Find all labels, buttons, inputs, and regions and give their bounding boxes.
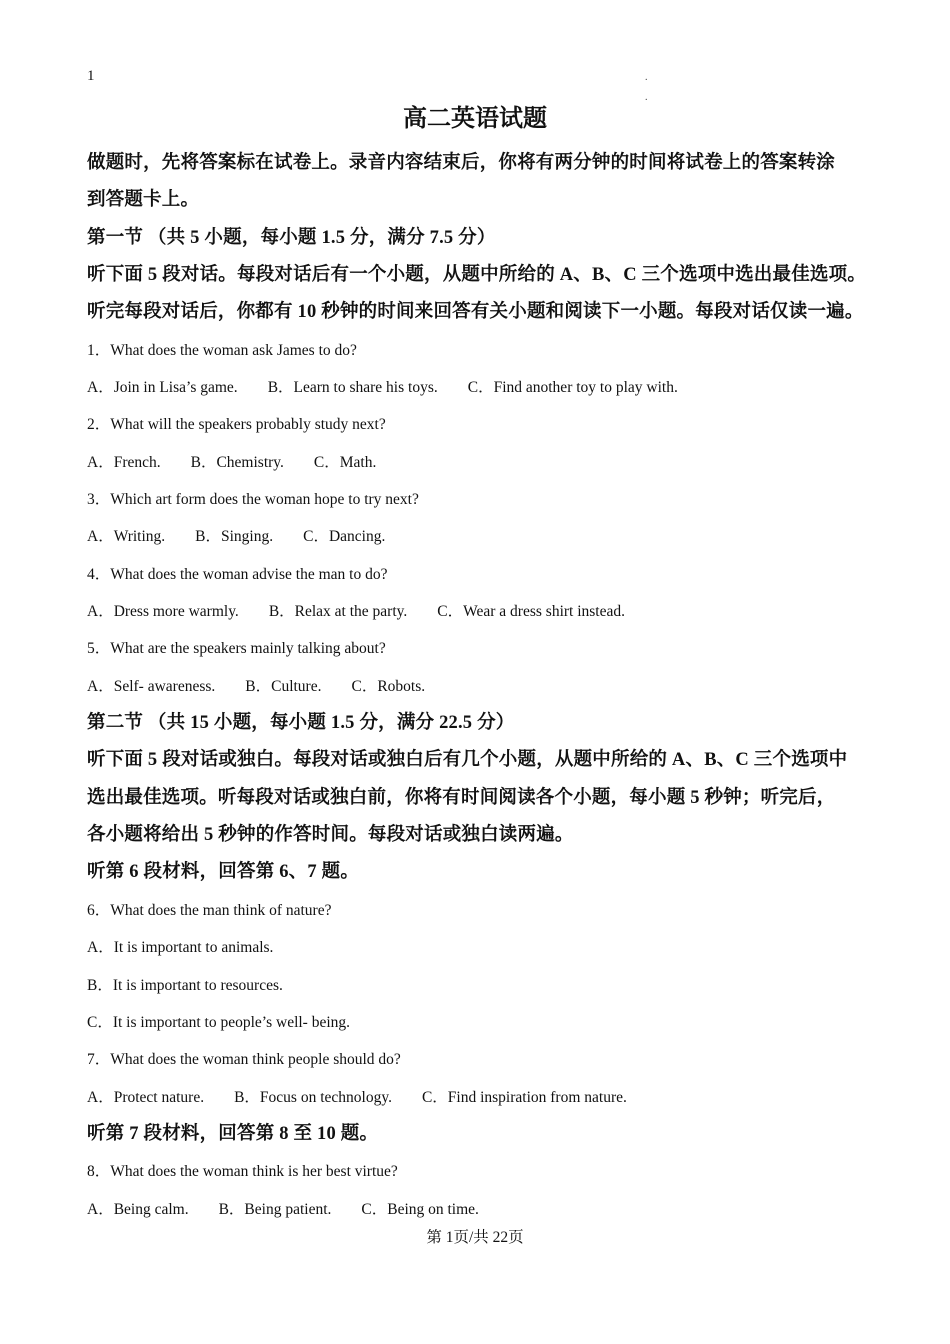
question-stem: 2．What will the speakers probably study next? (87, 416, 386, 433)
option-a: A．Self- awareness. (87, 678, 216, 695)
question-options (87, 375, 678, 397)
question-options (87, 674, 425, 696)
question-stem: 3．Which art form does the woman hope to try next? (87, 491, 419, 508)
option-c: C．Dancing. (303, 528, 386, 545)
section2-directions: 选出最佳选项。听每段对话或独白前，你将有时间阅读各个小题，每小题 5 秒钟；听完后， (87, 788, 836, 808)
section2-directions: 听下面 5 段对话或独白。每段对话或独白后有几个小题，从题中所给的 A、B、C 三个选项中 (87, 750, 848, 770)
question-stem: 7．What does the woman think people should do? (87, 1051, 401, 1068)
section2-heading: 第二节 （共 15 小题，每小题 1.5 分，满分 22.5 分） (87, 713, 515, 733)
option-a: A．Dress more warmly. (87, 603, 239, 620)
option-b: B．Culture. (245, 678, 322, 695)
option-c: C．Find another toy to play with. (467, 379, 678, 396)
question-options (87, 599, 625, 621)
option-c: C．Being on time. (361, 1201, 479, 1218)
question-stem: 8．What does the woman think is her best virtue? (87, 1163, 398, 1180)
question-options (87, 450, 376, 472)
option-b: B．Being patient. (218, 1201, 332, 1218)
option-c: C．Robots. (351, 678, 426, 695)
section1-heading: 第一节 （共 5 小题，每小题 1.5 分，满分 7.5 分） (87, 228, 496, 248)
question-options (87, 1197, 479, 1219)
instructions-line: 做题时，先将答案标在试卷上。录音内容结束后，你将有两分钟的时间将试卷上的答案转涂 (87, 153, 836, 173)
material-heading: 听第 6 段材料，回答第 6、7 题。 (87, 862, 360, 882)
option-a: A．It is important to animals. (87, 939, 274, 956)
option-c: C．Wear a dress shirt instead. (437, 603, 625, 620)
instructions-line: 到答题卡上。 (87, 190, 200, 210)
option-c: C．Math. (313, 454, 377, 471)
option-a: A．Protect nature. (87, 1089, 205, 1106)
dot-mark: . (645, 72, 648, 83)
option-b: B．Singing. (195, 528, 274, 545)
question-stem: 5．What are the speakers mainly talking about? (87, 640, 386, 657)
option-a: A．Being calm. (87, 1201, 189, 1218)
question-options (87, 1085, 627, 1107)
option-b: B．Learn to share his toys. (267, 379, 438, 396)
option-b: B．Relax at the party. (268, 603, 408, 620)
question-stem: 1．What does the woman ask James to do? (87, 342, 357, 359)
question-stem: 6．What does the man think of nature? (87, 902, 332, 919)
page-title: 高二英语试题 (403, 106, 547, 132)
material-heading: 听第 7 段材料，回答第 8 至 10 题。 (87, 1124, 379, 1144)
question-stem: 4．What does the woman advise the man to do? (87, 566, 388, 583)
option-a: A．Join in Lisa’s game. (87, 379, 238, 396)
option-b: B．Chemistry. (190, 454, 284, 471)
section1-directions: 听完每段对话后，你都有 10 秒钟的时间来回答有关小题和阅读下一小题。每段对话仅读一遍。 (87, 302, 864, 322)
dot-mark: . (645, 92, 648, 103)
option-b: B．Focus on technology. (234, 1089, 392, 1106)
page-footer: 第 1页/共 22页 (426, 1229, 524, 1246)
option-a: A．French. (87, 454, 161, 471)
question-options (87, 524, 385, 546)
section2-directions: 各小题将给出 5 秒钟的作答时间。每段对话或独白读两遍。 (87, 825, 574, 845)
option-c: C．Find inspiration from nature. (421, 1089, 627, 1106)
option-c: C．It is important to people’s well- being. (87, 1014, 351, 1031)
section1-directions: 听下面 5 段对话。每段对话后有一个小题，从题中所给的 A、B、C 三个选项中选出最佳选项。 (87, 265, 867, 285)
option-a: A．Writing. (87, 528, 166, 545)
option-b: B．It is important to resources. (87, 977, 283, 994)
corner-number: 1 (87, 68, 95, 84)
